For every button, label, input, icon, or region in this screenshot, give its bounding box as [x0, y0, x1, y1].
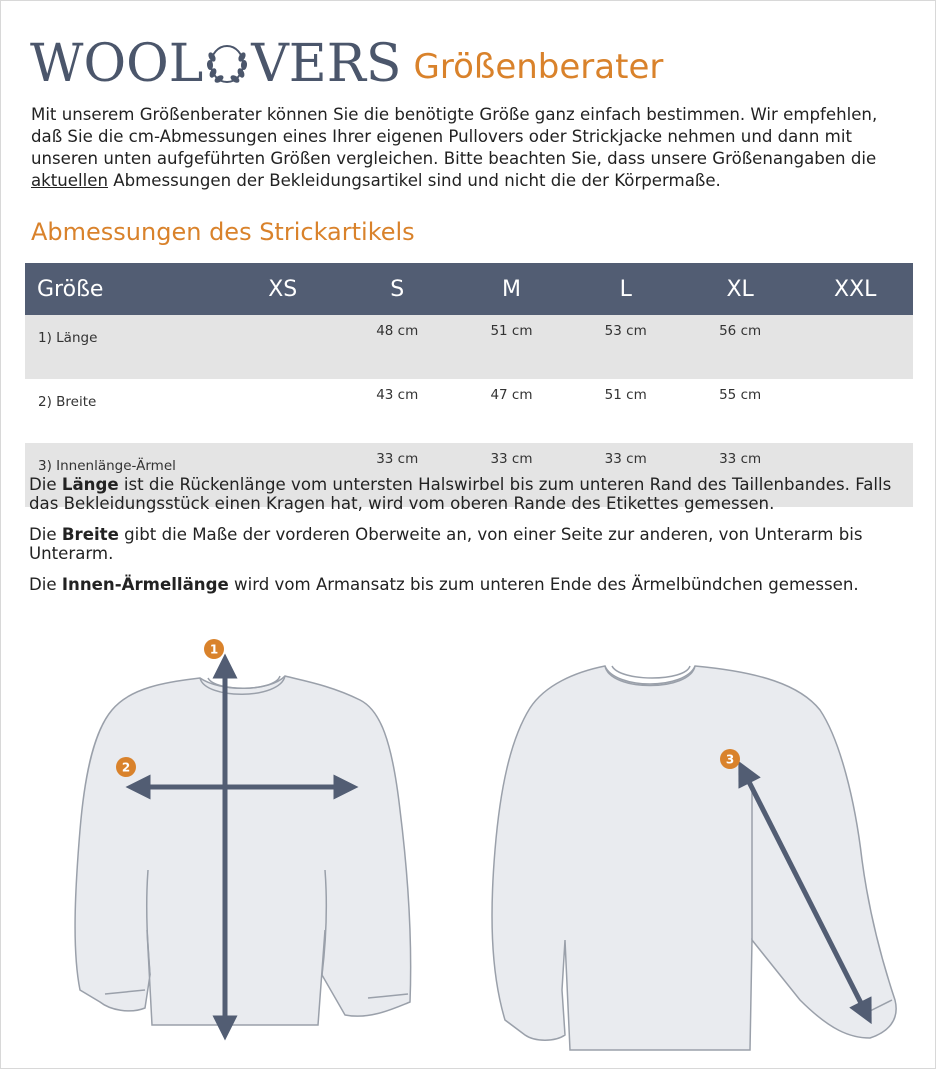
table-cell: 33 cm: [569, 443, 683, 507]
brand-logo[interactable]: [30, 34, 402, 94]
note-term: Länge: [61, 475, 119, 494]
marker-3-icon: [720, 749, 740, 769]
sweater-front-illustration: [492, 666, 896, 1050]
table-cell: 48 cm: [340, 315, 454, 379]
note-text: Die: [29, 575, 62, 594]
page-title: Größenberater: [413, 47, 664, 87]
table-cell: [797, 379, 913, 443]
table-row: [25, 379, 913, 443]
table-cell: [797, 315, 913, 379]
header-size: XXL: [797, 263, 913, 315]
note-text: Die: [29, 475, 62, 494]
header-size: XS: [225, 263, 340, 315]
header-size: XL: [683, 263, 798, 315]
wreath-icon: [204, 43, 250, 85]
header-size: L: [569, 263, 683, 315]
marker-number: 2: [121, 760, 131, 775]
table-cell: 47 cm: [490, 387, 533, 403]
table-cell: [225, 379, 340, 443]
row-label: 3) Innenlänge-Ärmel: [25, 443, 225, 507]
table-cell: 53 cm: [569, 315, 683, 379]
logo-text-left: WOOL: [30, 34, 204, 94]
intro-before: Mit unserem Größenberater können Sie die benötigte Größe ganz einfach bestimmen. Wir empfehlen, daß Sie die cm-Abmessungen eines Ihrer eigenen Pullovers oder Strickjacke nehmen und dann mit unseren unten aufgeführten Größen vergleichen. Bitte beachten Sie, dass unsere Größenangaben die: [31, 105, 878, 168]
table-cell: 51 cm: [604, 387, 647, 403]
measurement-notes: [29, 475, 909, 606]
note-text: wird vom Armansatz bis zum unteren Ende des Ärmelbündchen gemessen.: [228, 575, 859, 594]
table-cell: 33 cm: [454, 443, 568, 507]
note-length: [29, 475, 909, 513]
intro-after: Abmessungen der Bekleidungsartikel sind und nicht die der Körpermaße.: [107, 171, 721, 190]
note-text: ist die Rückenlänge vom untersten Halswirbel bis zum unteren Rand des Taillenbandes. Falls das Bekleidungsstück einen Kragen hat, wird vom oberen Rande des Etikettes gemessen.: [29, 475, 892, 513]
marker-1-icon: [204, 639, 224, 659]
table-header-row: [25, 263, 913, 315]
section-title: Abmessungen des Strickartikels: [31, 218, 415, 246]
note-text: gibt die Maße der vorderen Oberweite an, von einer Seite zur anderen, von Unterarm bis Unterarm.: [29, 525, 863, 563]
note-term: Innen-Ärmellänge: [61, 575, 229, 594]
note-term: Breite: [61, 525, 119, 544]
row-label: 2) Breite: [38, 394, 97, 410]
marker-2-icon: [116, 757, 136, 777]
table-cell: 33 cm: [340, 443, 454, 507]
table-cell: [225, 315, 340, 379]
table-row: [25, 315, 913, 379]
intro-text: [31, 104, 911, 192]
table-cell: 51 cm: [454, 315, 568, 379]
row-label: 1) Länge: [25, 315, 225, 379]
sweater-back-illustration: [75, 676, 411, 1025]
intro-link: aktuellen: [31, 171, 108, 190]
sweater-diagram: [0, 630, 936, 1069]
note-text: Die: [29, 525, 62, 544]
header-size: S: [340, 263, 454, 315]
table-cell: 56 cm: [683, 315, 798, 379]
table-cell: 43 cm: [376, 387, 419, 403]
logo-text-right: VERS: [251, 34, 402, 94]
size-table: [25, 263, 913, 507]
marker-number: 1: [209, 642, 219, 657]
header-size: M: [454, 263, 568, 315]
note-width: [29, 525, 909, 563]
table-cell: 55 cm: [719, 387, 762, 403]
table-cell: 33 cm: [683, 443, 798, 507]
header-size-label: Größe: [25, 263, 225, 315]
marker-number: 3: [725, 752, 735, 767]
note-sleeve: [29, 575, 909, 594]
header: [30, 34, 664, 94]
